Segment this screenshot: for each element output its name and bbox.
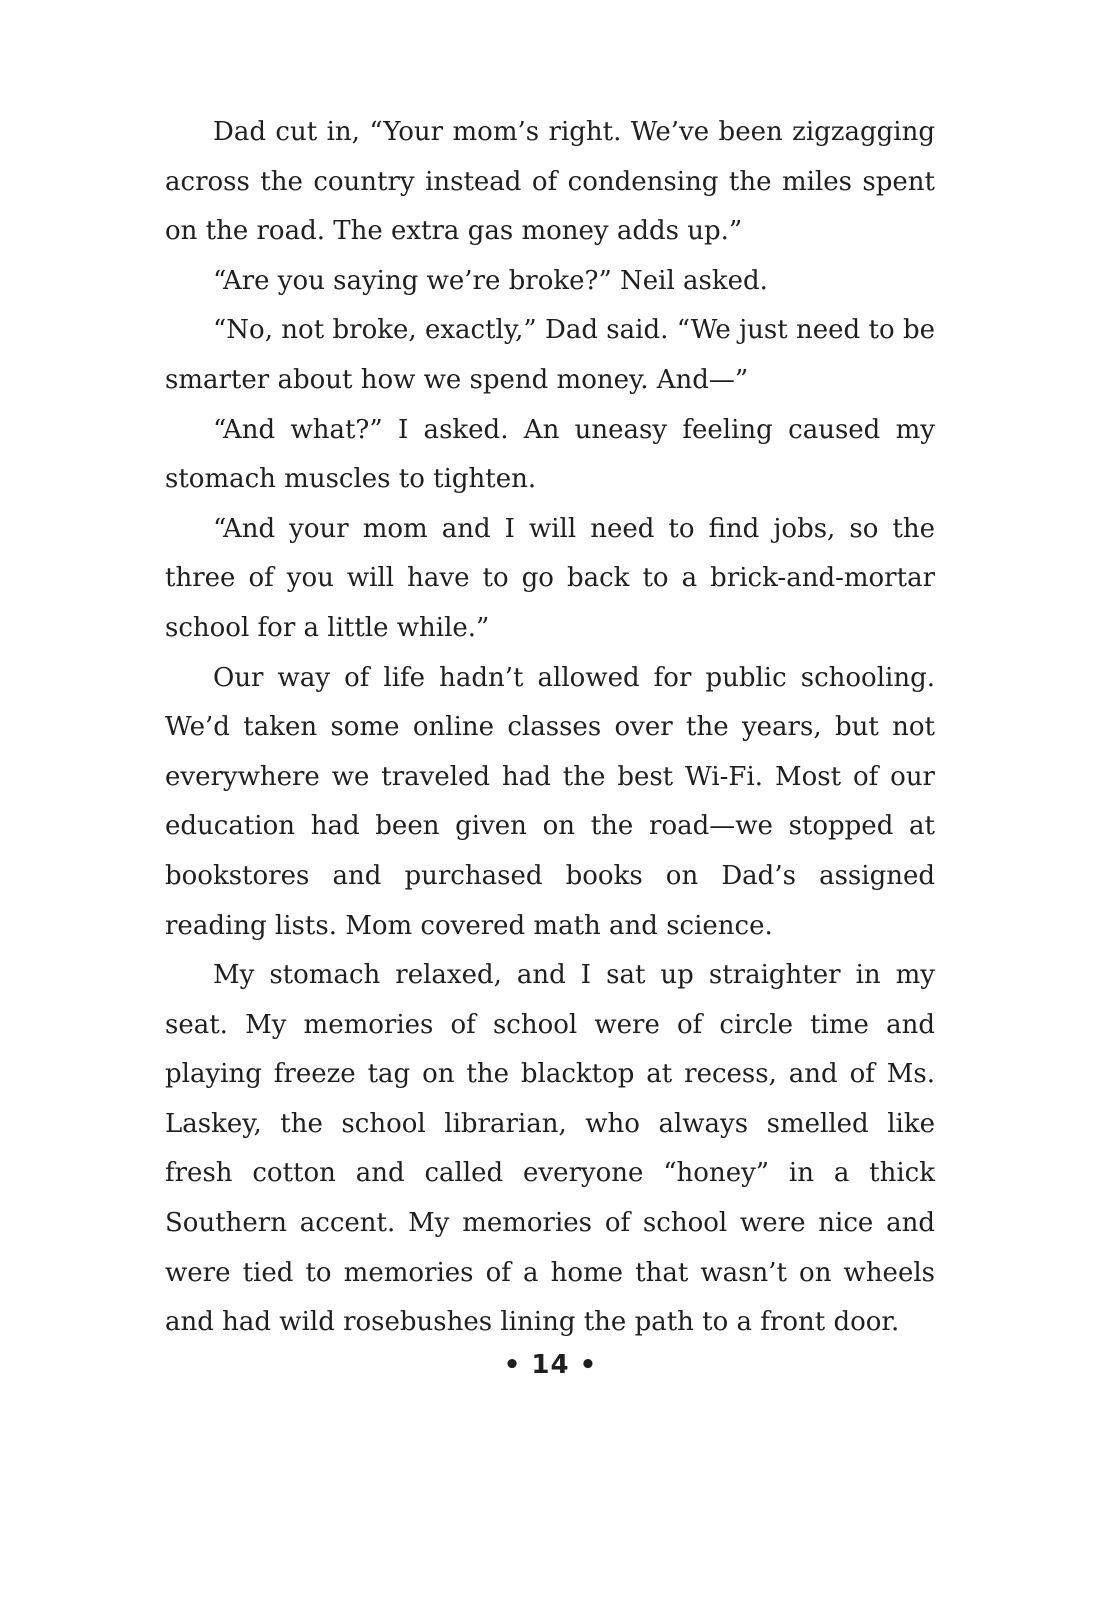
paragraph-4: “And what?” I asked. An uneasy feeling caused my stomach muscles to tighten. <box>165 414 935 495</box>
paragraph-2: “Are you saying we’re broke?” Neil asked. <box>213 265 768 296</box>
paragraph-5: “And your mom and I will need to find jobs, so the three of you will have to go back to a brick-and-mortar school for a little while.” <box>165 513 935 643</box>
paragraph-1: Dad cut in, “Your mom’s right. We’ve been zigzagging across the country instead of condensing the miles spent on the road. The extra gas money adds up.” <box>165 117 935 247</box>
paragraph-3: “No, not broke, exactly,” Dad said. “We just need to be smarter about how we spend money. And—” <box>165 315 935 395</box>
paragraph-6: Our way of life hadn’t allowed for public schooling. We’d taken some online classes over the years, but not everywhere we traveled had the best Wi-Fi. Most of our education had been given on the road—we stopped at bookstores and purchased books on Dad’s assigned reading lists. Mom covered math and science. <box>165 662 935 941</box>
paragraph-7: My stomach relaxed, and I sat up straighter in my seat. My memories of school were of circle time and playing freeze tag on the blacktop at recess, and of Ms. Laskey, the school librarian, who always smelled like fresh cotton and called everyone “honey” in a thick Southern accent. My memories of school were nice and were tied to memories of a home that wasn’t on wheels and had wild rosebushes lining the path to a front door. <box>165 960 935 1338</box>
page-number: • 14 • <box>503 1350 598 1380</box>
body-text <box>165 108 935 1348</box>
